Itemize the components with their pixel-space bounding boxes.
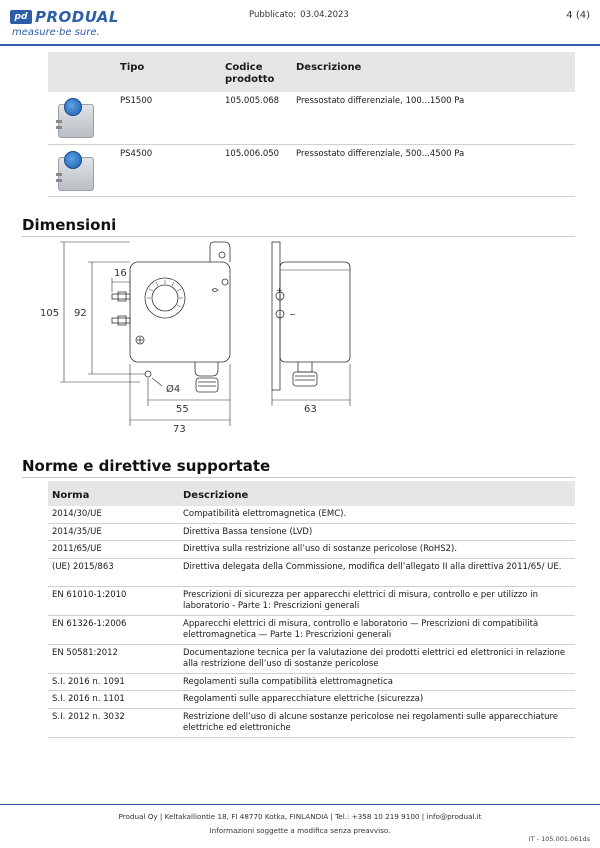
side-view xyxy=(272,242,350,390)
dimension-lines xyxy=(60,242,350,426)
norms-table-header xyxy=(48,481,575,506)
norm-description: Direttiva delegata della Commissione, modifica dell’allegato II alla direttiva 2011/65/ UE. xyxy=(179,558,575,586)
port-minus-label: − xyxy=(289,310,296,319)
norm-code: EN 50581:2012 xyxy=(48,644,179,673)
dim-4: Ø4 xyxy=(166,384,181,395)
norm-description: Restrizione dell’uso di alcune sostanze pericolose nei regolamenti sulle apparecchiature elettriche ed elettroniche xyxy=(179,708,575,737)
table-row xyxy=(48,92,575,144)
published-date xyxy=(249,10,353,20)
header-type: Tipo xyxy=(116,52,221,92)
table-row xyxy=(48,615,575,644)
dim-105: 105 xyxy=(40,308,60,319)
pressure-switch-image xyxy=(56,149,96,193)
norm-description: Prescrizioni di sicurezza per apparecchi elettrici di misura, controllo e per utilizzo in laboratorio - Parte 1: Prescrizioni generali xyxy=(179,586,575,615)
product-code: 105.005.068 xyxy=(221,92,292,144)
product-image-cell xyxy=(48,144,116,196)
header-norm-description: Descrizione xyxy=(179,481,575,506)
dim-55: 55 xyxy=(176,404,189,415)
dimension-labels xyxy=(40,268,317,435)
table-row xyxy=(48,523,575,541)
dim-92: 92 xyxy=(74,308,87,319)
norm-description: Compatibilità elettromagnetica (EMC). xyxy=(179,506,575,523)
header-divider xyxy=(0,44,600,46)
logo-wordmark: PRODUAL xyxy=(35,8,119,26)
norm-description: Direttiva Bassa tensione (LVD) xyxy=(179,523,575,541)
norms-divider xyxy=(22,477,575,478)
port-plus-label: + xyxy=(276,286,283,295)
dim-63: 63 xyxy=(304,404,317,415)
produal-logo xyxy=(10,8,120,38)
published-value: 03.04.2023 xyxy=(300,10,349,20)
table-row xyxy=(48,644,575,673)
dimension-drawing xyxy=(40,240,370,440)
norm-code: S.I. 2016 n. 1101 xyxy=(48,691,179,709)
norm-code: S.I. 2012 n. 3032 xyxy=(48,708,179,737)
product-code: 105.006.050 xyxy=(221,144,292,196)
footer-divider xyxy=(0,804,600,805)
norm-description: Regolamenti sulla compatibilità elettromagnetica xyxy=(179,673,575,691)
table-row xyxy=(48,558,575,586)
dim-73: 73 xyxy=(173,424,186,435)
norm-description: Apparecchi elettrici di misura, controllo e laboratorio — Prescrizioni di compatibilità elettromagnetica — Parte 1: Prescrizioni generali xyxy=(179,615,575,644)
table-row xyxy=(48,691,575,709)
page-number: 4 (4) xyxy=(566,10,590,21)
table-row xyxy=(48,144,575,196)
product-image-cell xyxy=(48,92,116,144)
norm-description: Direttiva sulla restrizione all’uso di sostanze pericolose (RoHS2). xyxy=(179,541,575,559)
dim-16: 16 xyxy=(114,268,127,279)
dimensions-heading: Dimensioni xyxy=(22,216,117,234)
norm-code: 2014/30/UE xyxy=(48,506,179,523)
table-row xyxy=(48,541,575,559)
product-description: Pressostato differenziale, 100...1500 Pa xyxy=(292,92,575,144)
footer-company-info: Produal Oy | Keltakalliontie 18, FI 48770 Kotka, FINLANDIA | Tel.: +358 10 219 9100 | info@produal.it xyxy=(118,812,482,821)
published-label: Pubblicato: xyxy=(249,10,297,20)
table-row xyxy=(48,586,575,615)
norm-code: EN 61010-1:2010 xyxy=(48,586,179,615)
tagline: measure·be sure. xyxy=(12,27,100,38)
table-row xyxy=(48,673,575,691)
product-type: PS1500 xyxy=(116,92,221,144)
product-description: Pressostato differenziale, 500...4500 Pa xyxy=(292,144,575,196)
table-row xyxy=(48,708,575,737)
norm-code: (UE) 2015/863 xyxy=(48,558,179,586)
header-description: Descrizione xyxy=(292,52,575,92)
product-type: PS4500 xyxy=(116,144,221,196)
dimensions-divider xyxy=(22,236,575,237)
pressure-switch-image xyxy=(56,96,96,140)
header-image-col xyxy=(48,52,116,92)
document-code: IT - 105.001.061ds xyxy=(528,835,590,843)
norms-table xyxy=(48,481,575,738)
product-table-header xyxy=(48,52,575,92)
product-table xyxy=(48,52,575,197)
norm-code: S.I. 2016 n. 1091 xyxy=(48,673,179,691)
norm-description: Documentazione tecnica per la valutazione dei prodotti elettrici ed elettronici in relazione alla restrizione dell’uso di sostanze pericolose xyxy=(179,644,575,673)
footer-notice: Informazioni soggette a modifica senza preavviso. xyxy=(209,826,391,835)
norm-code: EN 61326-1:2006 xyxy=(48,615,179,644)
norm-code: 2011/65/UE xyxy=(48,541,179,559)
table-row xyxy=(48,506,575,523)
norm-code: 2014/35/UE xyxy=(48,523,179,541)
norm-description: Regolamenti sulle apparecchiature elettriche (sicurezza) xyxy=(179,691,575,709)
header-norm: Norma xyxy=(48,481,179,506)
logo-mark: pd xyxy=(10,10,32,24)
header-code: Codice prodotto xyxy=(221,52,292,92)
norms-heading: Norme e direttive supportate xyxy=(22,457,271,475)
